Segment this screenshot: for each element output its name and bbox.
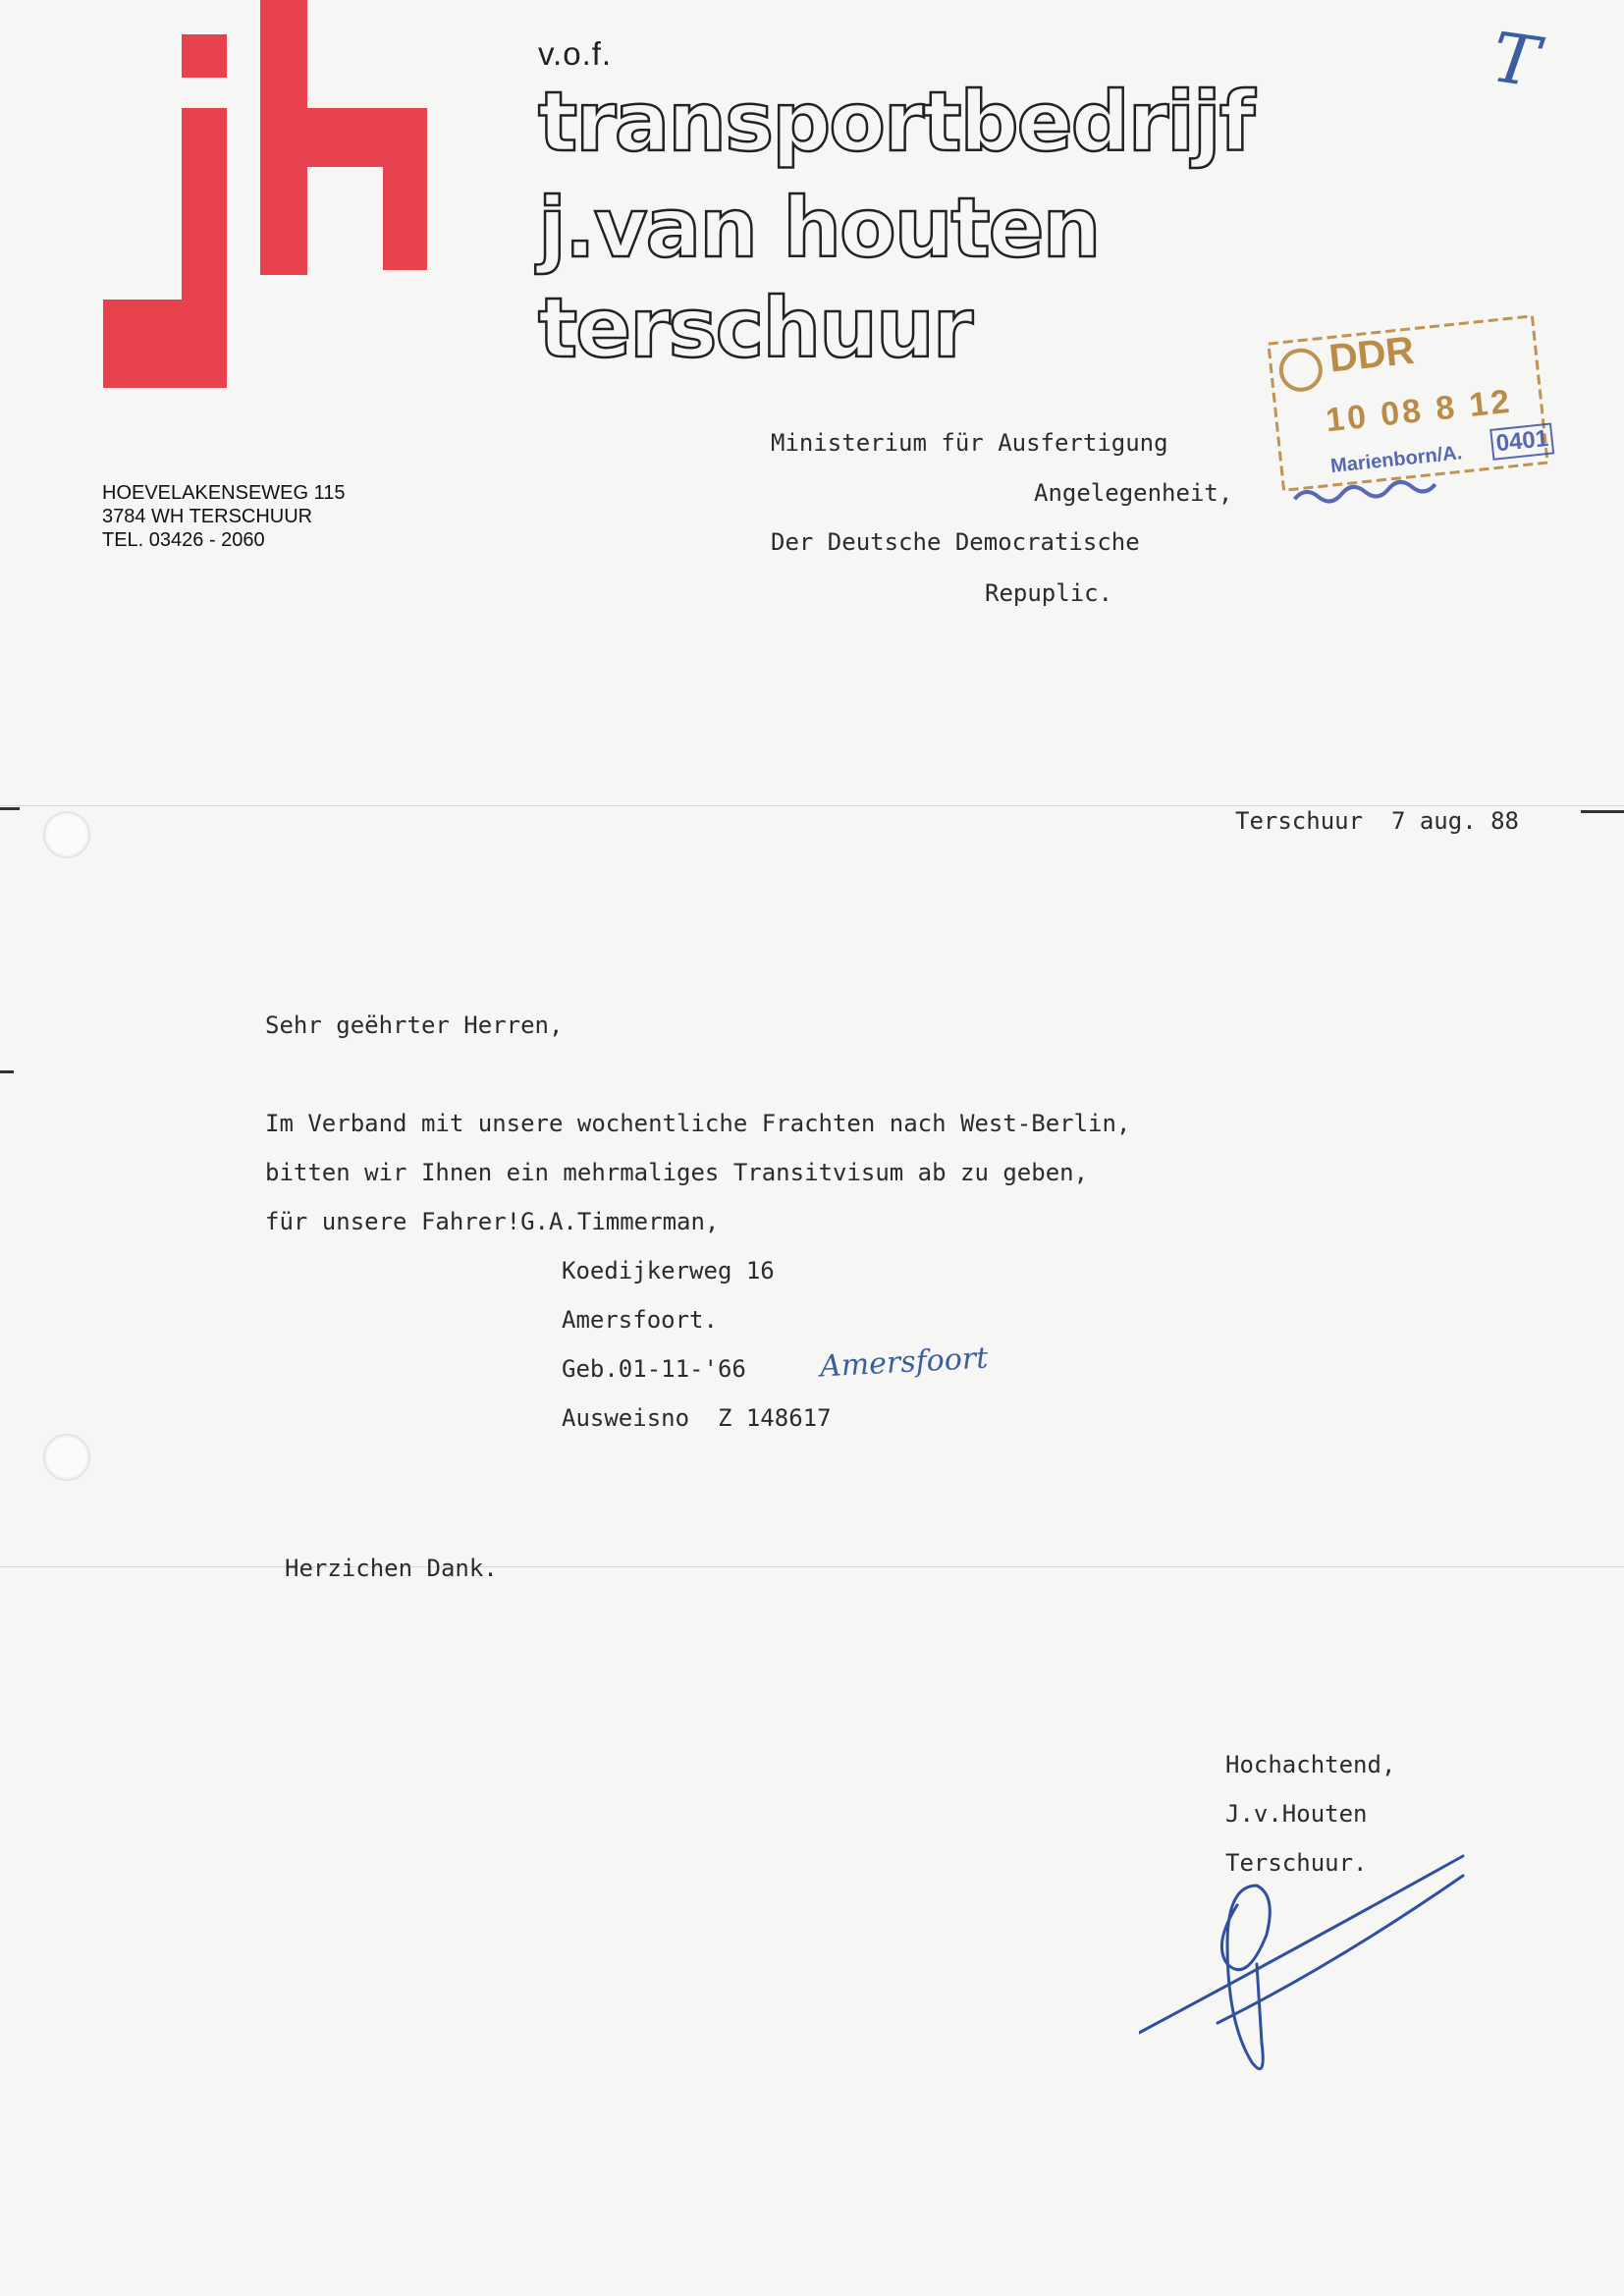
- fold-line-bottom: [0, 1566, 1624, 1567]
- fold-mark-right: [1581, 810, 1624, 813]
- stamp-place: Marienborn/A.: [1329, 442, 1464, 478]
- handwritten-initial: T: [1487, 17, 1544, 103]
- signature: [1139, 1777, 1473, 2092]
- company-address: [102, 481, 346, 552]
- border-stamp: [1256, 285, 1572, 540]
- driver-city: Amersfoort.: [562, 1306, 718, 1334]
- address-phone: TEL. 03426 - 2060: [102, 529, 265, 551]
- recipient-line-4: Repuplic.: [985, 579, 1113, 607]
- address-street: HOEVELAKENSEWEG 115: [102, 482, 346, 504]
- stamp-country: DDR: [1326, 328, 1417, 381]
- closing-place: Terschuur.: [1225, 1849, 1368, 1877]
- fold-mark-left-2: [0, 1070, 14, 1073]
- handwritten-birthplace: Amersfoort: [819, 1340, 990, 1385]
- punch-hole-top: [43, 811, 90, 858]
- fold-line-top: [0, 805, 1624, 806]
- company-name-line-2: j.van houten: [538, 180, 1100, 276]
- recipient-line-2: Angelegenheit,: [1034, 479, 1233, 507]
- driver-id-number: Ausweisno Z 148617: [562, 1404, 832, 1432]
- company-name-line-1: transportbedrijf: [538, 74, 1254, 170]
- closing-name: J.v.Houten: [1225, 1800, 1368, 1828]
- stamp-date: 10 08 8 12: [1324, 382, 1515, 440]
- salutation: Sehr geëhrter Herren,: [265, 1011, 564, 1039]
- recipient-line-1: Ministerium für Ausfertigung: [771, 429, 1168, 457]
- body-line-3: für unsere Fahrer!G.A.Timmerman,: [265, 1208, 720, 1235]
- fold-mark-left: [0, 807, 20, 810]
- thanks-line: Herzichen Dank.: [285, 1555, 498, 1582]
- punch-hole-bottom: [43, 1434, 90, 1481]
- stamp-code: 0401: [1489, 422, 1554, 460]
- body-line-2: bitten wir Ihnen ein mehrmaliges Transitvisum ab zu geben,: [265, 1159, 1089, 1186]
- company-form: v.o.f.: [538, 35, 613, 72]
- driver-birthdate: Geb.01-11-'66: [562, 1355, 746, 1383]
- body-line-1: Im Verband mit unsere wochentliche Frachten nach West-Berlin,: [265, 1110, 1131, 1137]
- company-logo: [103, 0, 427, 388]
- company-name-line-3: terschuur: [538, 280, 972, 376]
- recipient-line-3: Der Deutsche Democratische: [771, 528, 1140, 556]
- address-postcode: 3784 WH TERSCHUUR: [102, 506, 313, 527]
- driver-street: Koedijkerweg 16: [562, 1257, 775, 1285]
- date-line: Terschuur 7 aug. 88: [1235, 807, 1519, 835]
- closing-greeting: Hochachtend,: [1225, 1751, 1396, 1778]
